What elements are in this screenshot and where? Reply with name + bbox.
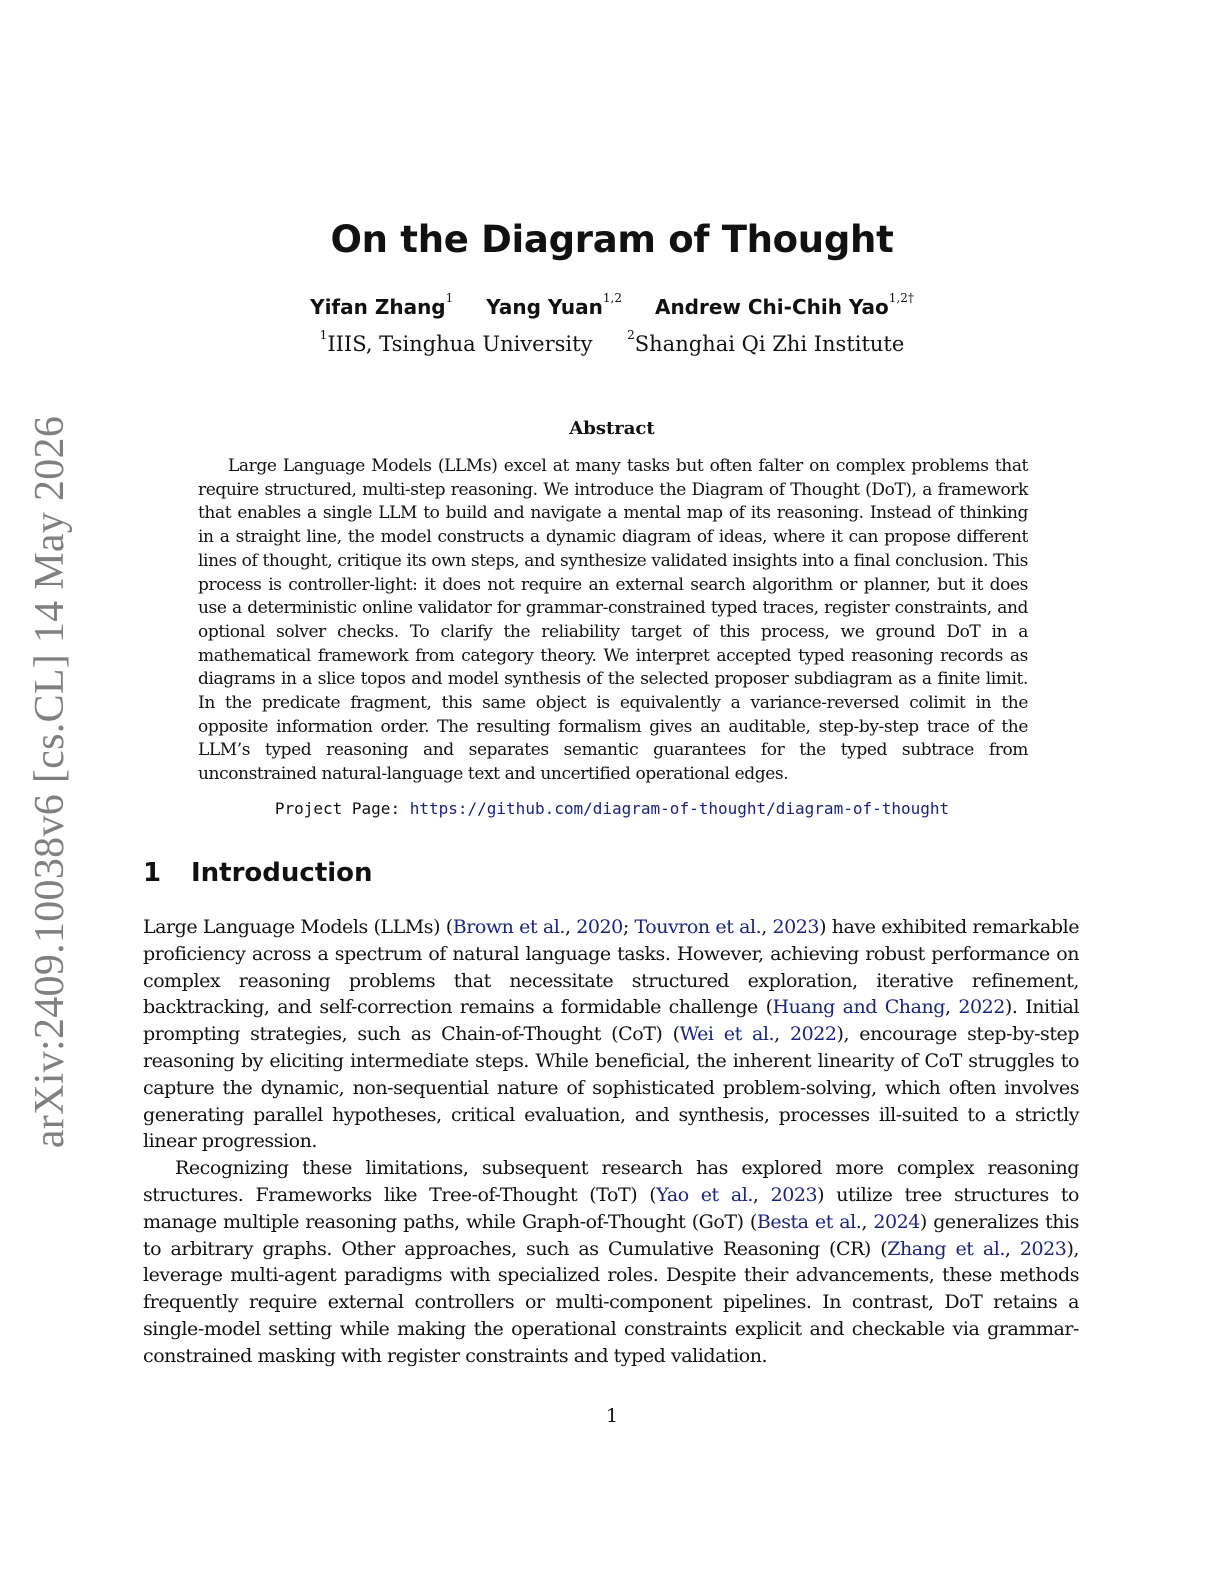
text-run: ; xyxy=(622,916,635,938)
citation-link[interactable]: Zhang et al. xyxy=(887,1237,1005,1260)
intro-paragraph-2 xyxy=(143,1155,1079,1369)
citation-link[interactable]: 2023 xyxy=(770,1183,818,1206)
text-run: ). Initial prompting strategies, such as Chain-of-Thought (CoT) ( xyxy=(143,996,1080,1046)
project-page-link[interactable]: https://github.com/diagram-of-thought/diagram-of-thought xyxy=(409,799,950,818)
citation-link[interactable]: 2020 xyxy=(576,916,623,938)
citation-link[interactable]: 2023 xyxy=(1019,1237,1067,1260)
section-heading xyxy=(143,858,373,888)
citation-link[interactable]: Besta et al. xyxy=(756,1210,862,1233)
text-run: ), leverage multi-agent paradigms with specialized roles. Despite their advancements, these methods frequently require external controllers or multi-component pipelines. In contrast, DoT retains a single-model setting while making the operational constraints explicit and checkable via grammar-constrained masking with register constraints and typed validation. xyxy=(143,1237,1079,1367)
section-number: 1 xyxy=(143,858,162,888)
text-run: , xyxy=(564,916,577,938)
paper-title: On the Diagram of Thought xyxy=(330,218,894,261)
project-page-label: Project Page: xyxy=(274,799,401,818)
author-name: Yang Yuan xyxy=(486,295,603,319)
project-page-line xyxy=(0,799,1224,818)
introduction-body xyxy=(143,914,1079,1370)
page-number: 1 xyxy=(605,1405,619,1427)
text-run: , xyxy=(774,1023,790,1046)
text-run: Large Language Models (LLMs) ( xyxy=(143,916,453,938)
citation-link[interactable]: 2024 xyxy=(873,1210,920,1233)
author-affil-mark: 1,2† xyxy=(888,291,914,305)
citation-link[interactable]: 2022 xyxy=(958,996,1005,1019)
text-run: , xyxy=(861,1210,874,1233)
author-3 xyxy=(654,291,914,319)
text-run: Recognizing these limitations, subsequent research has explored more complex reasoning structures. Frameworks like Tree-of-Thought (ToT) ( xyxy=(143,1157,1079,1206)
author-affil-mark: 1,2 xyxy=(602,291,622,305)
intro-paragraph-1 xyxy=(143,914,1079,1155)
citation-link[interactable]: Wei et al. xyxy=(679,1023,775,1046)
affiliation-name: IIIS, Tsinghua University xyxy=(327,332,593,356)
abstract-body: Large Language Models (LLMs) excel at many tasks but often falter on complex problems that require structured, multi-step reasoning. We introduce the Diagram of Thought (DoT), a framework that enables a single LLM to build and navigate a mental map of its reasoning. Instead of thinking in a straight line, the model constructs a dynamic diagram of ideas, where it can propose different lines of thought, critique its own steps, and synthesize validated insights into a final conclusion. This process is controller-light: it does not require an external search algorithm or planner, but it does use a deterministic online validator for grammar-constrained typed traces, register constraints, and optional solver checks. To clarify the reliability target of this process, we ground DoT in a mathematical framework from category theory. We interpret accepted typed reasoning records as diagrams in a slice topos and model synthesis of the selected proposer subdiagram as a finite limit. In the predicate fragment, this same object is equivalently a variance-reversed colimit in the opposite information order. The resulting formalism gives an auditable, step-by-step trace of the LLM’s typed reasoning and separates semantic guarantees for the typed subtrace from unconstrained natural-language text and uncertified operational edges. xyxy=(198,456,1028,785)
text-run: ), encourage step-by-step reasoning by eliciting intermediate steps. While beneficial, the inherent linearity of CoT struggles to capture the dynamic, non-sequential nature of sophisticated problem-solving, which often involves generating parallel hypotheses, critical evaluation, and synthesis, processes ill-suited to a strictly linear progression. xyxy=(143,1023,1080,1153)
text-run: ) have exhibited remarkable proficiency across a spectrum of natural language tasks. However, achieving robust performance on complex reasoning problems that necessitate structured exploration, iterative refinement, backtracking, and self-correction remains a formidable challenge ( xyxy=(143,916,1079,1019)
section-title: Introduction xyxy=(191,858,373,888)
affiliation-name: Shanghai Qi Zhi Institute xyxy=(634,332,905,356)
text-run: ) generalizes this to arbitrary graphs. Other approaches, such as Cumulative Reasoning (CR) ( xyxy=(143,1210,1079,1260)
text-run: ) utilize tree structures to manage multiple reasoning paths, while Graph-of-Thought (GoT) ( xyxy=(143,1183,1080,1233)
author-1 xyxy=(310,291,454,319)
affiliation-mark: 2 xyxy=(627,328,635,342)
affiliation-list xyxy=(0,328,1224,356)
citation-link[interactable]: 2023 xyxy=(772,916,820,938)
affiliation-1 xyxy=(319,328,593,356)
text-run: , xyxy=(944,996,959,1019)
arxiv-identifier-stamp: arXiv:2409.10038v6 [cs.CL] 14 May 2026 xyxy=(27,415,73,1149)
abstract-heading: Abstract xyxy=(569,418,655,439)
author-affil-mark: 1 xyxy=(445,291,454,305)
affiliation-mark: 1 xyxy=(319,328,328,342)
citation-link[interactable]: Touvron et al. xyxy=(634,916,762,938)
text-run: , xyxy=(752,1183,771,1206)
citation-link[interactable]: Huang and Chang xyxy=(772,996,945,1019)
text-run: , xyxy=(761,916,773,938)
affiliation-2 xyxy=(627,328,905,356)
author-list xyxy=(0,291,1224,319)
text-run: , xyxy=(1004,1237,1020,1260)
citation-link[interactable]: Brown et al. xyxy=(452,916,565,938)
citation-link[interactable]: Yao et al. xyxy=(656,1183,753,1206)
author-name: Andrew Chi-Chih Yao xyxy=(654,295,889,319)
author-2 xyxy=(486,291,622,319)
citation-link[interactable]: 2022 xyxy=(789,1023,837,1046)
author-name: Yifan Zhang xyxy=(310,295,446,319)
